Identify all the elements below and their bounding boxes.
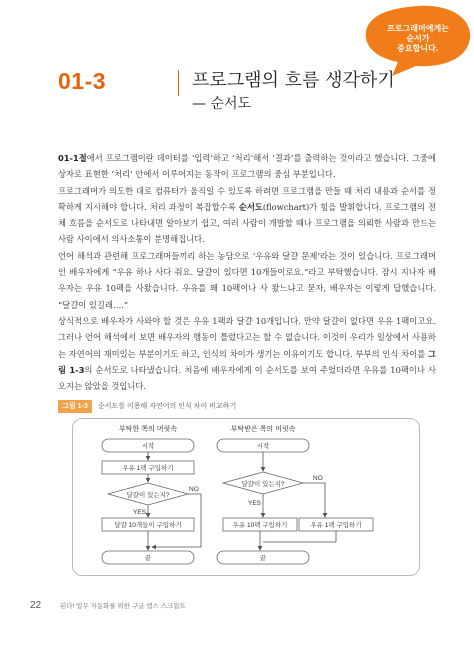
paragraph bbox=[58, 183, 436, 248]
paragraph bbox=[58, 150, 436, 183]
section-subtitle: — 순서도 bbox=[192, 96, 252, 112]
paragraph bbox=[58, 248, 436, 313]
decision-label: 달걀이 있는지? bbox=[241, 481, 285, 488]
paragraph-text: 의 순서도로 나타냈습니다. 처음에 배우자에게 이 순서도를 보여 주었더라면 우유를 10팩이나 사오지는 않았을 것입니다. bbox=[58, 364, 436, 392]
start-label: 시작 bbox=[141, 443, 155, 450]
bubble-line: 프로그래머에게는 bbox=[387, 24, 449, 33]
left-flowchart-title: 부탁한 쪽의 머릿속 bbox=[119, 426, 177, 433]
end-label: 끝 bbox=[259, 555, 267, 562]
right-flowchart-title: 부탁받은 쪽의 머릿속 bbox=[230, 426, 296, 433]
body-text bbox=[58, 150, 436, 394]
start-label: 시작 bbox=[256, 443, 270, 450]
process-label: 우유 10팩 구입하기 bbox=[232, 522, 288, 529]
yes-label: YES bbox=[133, 509, 147, 516]
heading-divider bbox=[178, 70, 179, 96]
yes-label: YES bbox=[248, 500, 262, 507]
flow-arrow-no bbox=[303, 483, 325, 517]
bubble-line: 순서가 bbox=[406, 34, 430, 43]
paragraph-text: (flowchart)가 힘을 발휘합니다. 프로그램의 전체 흐름을 순서도로 나타내면 알아보기 쉽고, 여러 사람이 개발할 때나 프로그램을 의뢰한 사람과 만드는 사람 사이에서 의사소통이 분명해집니다. bbox=[58, 201, 436, 245]
figure-caption bbox=[58, 400, 438, 414]
bold-text: 01-1절 bbox=[58, 153, 87, 163]
paragraph bbox=[58, 313, 436, 394]
process-label: 달걀 10개들이 구입하기 bbox=[114, 522, 182, 529]
paragraph-text: 에서 프로그램이란 데이터를 ‘입력’하고 ‘처리’해서 ‘결과’를 출력하는 것이라고 했습니다. 그중에 상자로 표현한 ‘처리’ 안에서 이루어지는 동작이 프로그램의 중심 부분입니다. bbox=[58, 153, 436, 180]
page-number: 22 bbox=[30, 600, 42, 611]
paragraph-text: 상식적으로 배우자가 사와야 할 것은 우유 1팩과 달걀 10개입니다. 만약 달걀이 없다면 우유 1팩이고요. 그러나 언어 해석에서 보면 배우자의 행동이 틀렸다고는 할 수 없습니다. 이것이 우리가 일상에서 사용하는 자연어의 재미있는 부분이기도 하고, 인식의 차이가 생기는 이유이기도 합니다. 부부의 인식 차이를 bbox=[58, 315, 436, 359]
process-label: 우유 1팩 구입하기 bbox=[122, 465, 174, 472]
bubble-line: 중요합니다. bbox=[397, 44, 439, 53]
decision-label: 달걀이 있는지? bbox=[126, 492, 170, 499]
figure-label: 그림 1-3 bbox=[58, 400, 92, 413]
bubble-text bbox=[370, 24, 466, 54]
process-label: 우유 1팩 구입하기 bbox=[310, 522, 362, 529]
bold-text: 그림 1-3 bbox=[58, 348, 436, 375]
bold-text: 순서도 bbox=[238, 201, 263, 212]
flowchart-figure bbox=[72, 418, 420, 576]
section-title: 프로그램의 흐름 생각하기 bbox=[192, 70, 395, 91]
end-label: 끝 bbox=[144, 555, 152, 562]
section-number: 01-3 bbox=[58, 68, 107, 94]
paragraph-text: 프로그래머가 의도한 대로 컴퓨터가 움직일 수 있도록 하려면 프로그램을 만들 때 처리 내용과 순서를 정확하게 지시해야 합니다. 처리 과정이 복잡할수록 bbox=[58, 185, 436, 212]
chapter-heading bbox=[58, 60, 438, 120]
no-label: NO bbox=[313, 475, 323, 482]
figure-caption-text: 순서도를 이용해 자연어의 인식 차이 비교하기 bbox=[98, 403, 237, 410]
book-title: 된다! 업무 자동화를 위한 구글 앱스 스크립트 bbox=[60, 603, 186, 610]
no-label: NO bbox=[189, 486, 199, 493]
flow-merge-line bbox=[263, 531, 336, 542]
paragraph-text: 언어 해석과 관련해 프로그래머들끼리 하는 농담으로 ‘우유와 달걀 문제’라는 것이 있습니다. 프로그래머인 배우자에게 “우유 하나 사다 줘요. 달걀이 있다면 10개들이로요.”라고 부탁했습니다. 잠시 지나자 배우자는 우유 10팩을 사왔습니다. 우유를 왜 10팩이나 사 왔느냐고 묻자, 배우자는 이렇게 답했습니다. “달걀이 있길래….” bbox=[58, 250, 436, 310]
